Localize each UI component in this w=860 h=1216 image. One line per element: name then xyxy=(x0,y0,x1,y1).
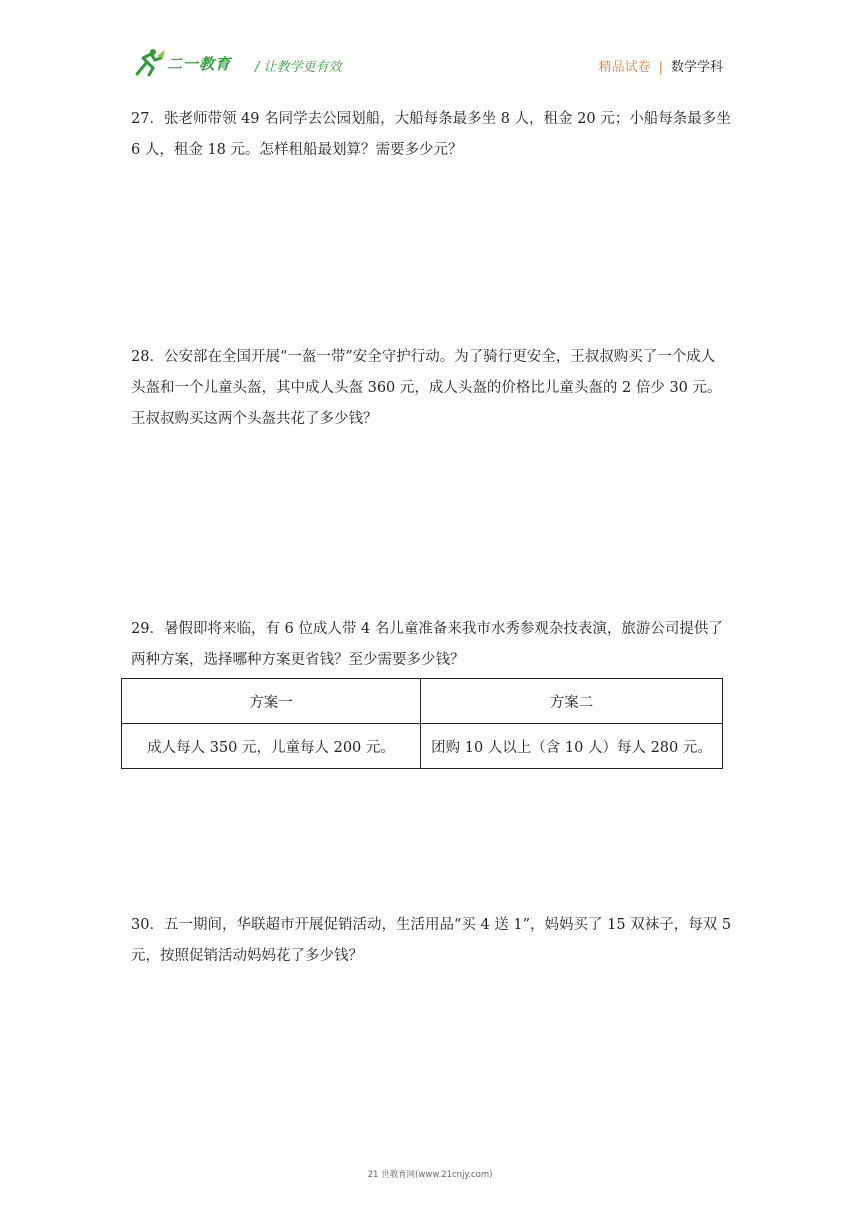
page-footer: 21 世教育网(www.21cnjy.com) xyxy=(367,1170,493,1180)
question-29-line-1: 29．暑假即将来临，有 6 位成人带 4 名儿童准备来我市水秀参观杂技表演，旅游公司提供了 xyxy=(131,621,723,637)
question-27-line-2: 6 人，租金 18 元。怎样租船最划算？需要多少元？ xyxy=(131,142,463,158)
table-cell-plan-1: 成人每人 350 元，儿童每人 200 元。 xyxy=(122,724,421,769)
question-30-line-1: 30．五一期间，华联超市开展促销活动，生活用品“买 4 送 1”，妈妈买了 15 双袜子，每双 5 xyxy=(131,917,732,933)
question-29 xyxy=(131,614,731,676)
slogan: / 让教学更有效 xyxy=(255,60,342,75)
table-header-plan-2: 方案二 xyxy=(421,679,723,724)
tag-separator: | xyxy=(658,60,663,75)
page-header xyxy=(133,48,723,84)
question-28-line-3: 王叔叔购买这两个头盔共花了多少钱？ xyxy=(131,411,378,427)
header-tags xyxy=(599,56,723,75)
question-27 xyxy=(131,104,731,166)
logo-text: 二一教育 xyxy=(167,55,232,73)
table-header-row xyxy=(122,679,723,724)
question-29-line-2: 两种方案，选择哪种方案更省钱？至少需要多少钱？ xyxy=(131,652,465,668)
question-28 xyxy=(131,342,731,435)
table-row xyxy=(122,724,723,769)
tag-subject: 数学学科 xyxy=(670,60,723,75)
runner-logo-icon xyxy=(133,48,167,78)
logo xyxy=(133,48,245,80)
question-30-line-2: 元，按照促销活动妈妈花了多少钱？ xyxy=(131,948,363,964)
table-cell-plan-2: 团购 10 人以上（含 10 人）每人 280 元。 xyxy=(421,724,723,769)
question-28-line-2: 头盔和一个儿童头盔，其中成人头盔 360 元，成人头盔的价格比儿童头盔的 2 倍少 30 元。 xyxy=(131,380,722,396)
question-30 xyxy=(131,910,731,972)
question-27-line-1: 27．张老师带领 49 名同学去公园划船，大船每条最多坐 8 人，租金 20 元；小船每条最多坐 xyxy=(131,111,731,127)
question-28-line-1: 28．公安部在全国开展“一盔一带”安全守护行动。为了骑行更安全，王叔叔购买了一个成人 xyxy=(131,349,716,365)
tag-premium-paper: 精品试卷 xyxy=(598,60,651,75)
plans-table xyxy=(121,678,723,769)
table-header-plan-1: 方案一 xyxy=(122,679,421,724)
